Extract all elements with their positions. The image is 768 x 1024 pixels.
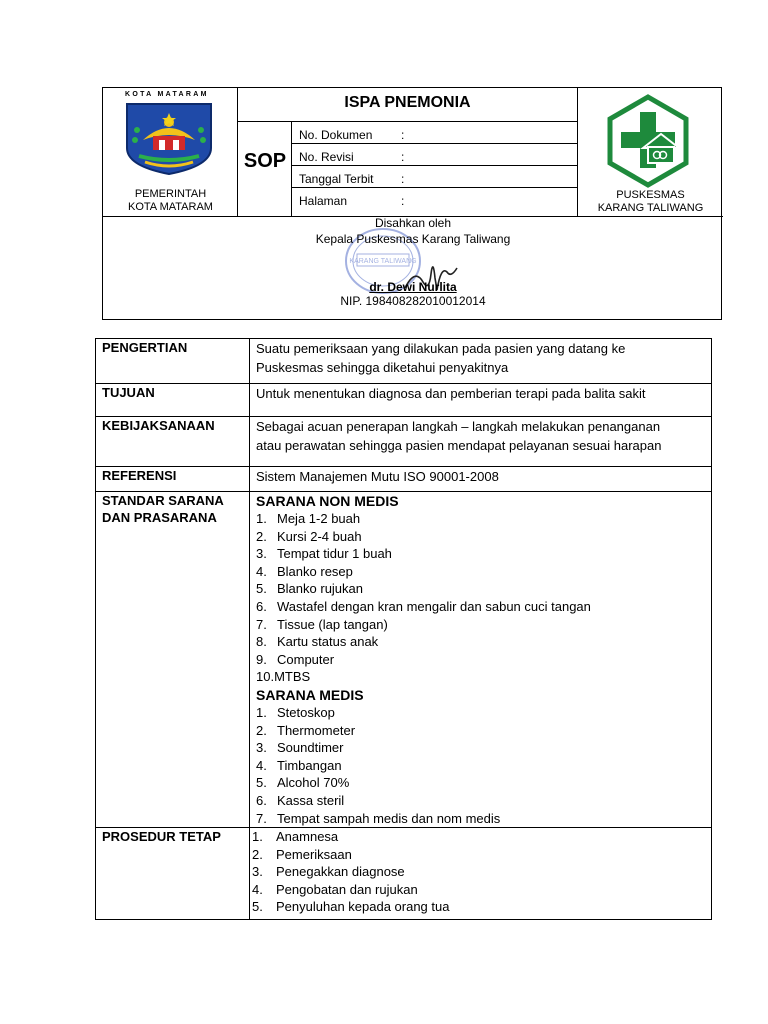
city-government-label	[103, 188, 238, 214]
list-item: 1. Meja 1-2 buah	[256, 511, 361, 526]
approver-name: dr. Dewi Nurlita	[369, 280, 457, 294]
label-line: DAN PRASARANA	[102, 510, 217, 525]
puskesmas-label	[578, 189, 723, 215]
list-item: 2. Pemeriksaan	[252, 846, 352, 862]
list-item: 2. Kursi 2-4 buah	[256, 528, 362, 544]
row-prosedur-tetap	[96, 828, 712, 920]
row-label: PROSEDUR TETAP	[96, 828, 250, 920]
meta-sep: :	[401, 172, 405, 186]
org-line: KARANG TALIWANG	[597, 202, 704, 214]
divider	[291, 165, 577, 166]
row-value: Untuk menentukan diagnosa dan pemberian terapi pada balita sakit	[250, 384, 712, 417]
meta-no-dokumen	[299, 128, 404, 142]
row-value	[250, 339, 712, 384]
org-line: PEMERINTAH	[134, 188, 207, 200]
org-line: KOTA MATARAM	[128, 201, 213, 213]
divider	[291, 121, 292, 216]
list-non-medis	[256, 510, 705, 686]
puskesmas-logo-block	[578, 88, 723, 216]
row-label: REFERENSI	[96, 467, 250, 492]
value-line: atau perawatan sehingga pasien mendapat pelayanan sesuai harapan	[256, 438, 662, 453]
list-item: 1. Anamnesa	[252, 829, 339, 845]
list-item: 3. Penegakkan diagnose	[252, 864, 405, 880]
divider	[237, 121, 577, 122]
row-label: TUJUAN	[96, 384, 250, 417]
list-prosedur	[252, 828, 705, 916]
sop-content-table	[95, 338, 712, 920]
row-label: PENGERTIAN	[96, 339, 250, 384]
stamp-label: KARANG TALIWANG	[349, 258, 417, 265]
value-line: Sebagai acuan penerapan langkah – langkah melakukan penanganan	[256, 419, 661, 434]
meta-no-revisi	[299, 150, 404, 164]
list-item: 1. Stetoskop	[256, 704, 335, 720]
city-caption: KOTA MATARAM	[125, 91, 209, 98]
list-item: 9. Computer	[256, 651, 335, 667]
row-standar-sarana	[96, 492, 712, 828]
list-item: 7. Tissue (lap tangan)	[256, 616, 388, 632]
meta-halaman	[299, 194, 404, 208]
meta-label: Tanggal Terbit	[299, 172, 374, 186]
list-item: 2. Thermometer	[256, 722, 356, 738]
section-title-non-medis: SARANA NON MEDIS	[256, 493, 399, 509]
document-title: ISPA PNEMONIA	[344, 94, 471, 111]
list-item: 6. Wastafel dengan kran mengalir dan sabun cuci tangan	[256, 598, 591, 614]
list-item: 7. Tempat sampah medis dan nom medis	[256, 810, 501, 826]
list-item: 6. Kassa steril	[256, 792, 345, 808]
approved-by-label: Disahkan oleh	[374, 216, 452, 230]
label-line: STANDAR SARANA	[102, 493, 224, 508]
org-line: PUSKESMAS	[616, 189, 685, 201]
list-item: 4. Blanko resep	[256, 563, 353, 579]
city-emblem-icon	[123, 100, 215, 176]
meta-label: No. Dokumen	[299, 128, 373, 142]
list-medis	[256, 704, 705, 827]
meta-label: Halaman	[299, 194, 348, 208]
list-item: 4. Pengobatan dan rujukan	[252, 881, 418, 897]
list-item: 5. Blanko rujukan	[256, 581, 363, 597]
divider	[291, 187, 577, 188]
row-referensi	[96, 467, 712, 492]
section-title-medis: SARANA MEDIS	[256, 686, 364, 703]
list-item: 4. Timbangan	[256, 757, 342, 773]
list-item: 3. Soundtimer	[256, 740, 344, 756]
list-item: 5. Penyuluhan kepada orang tua	[252, 899, 450, 915]
sop-header	[102, 87, 722, 320]
row-label: KEBIJAKSANAAN	[96, 417, 250, 467]
row-label	[96, 492, 250, 828]
row-value	[250, 417, 712, 467]
list-item: 10.MTBS	[256, 669, 311, 685]
meta-tanggal-terbit	[299, 172, 404, 186]
meta-label: No. Revisi	[299, 150, 354, 164]
sop-label: SOP	[243, 150, 287, 172]
meta-sep: :	[401, 128, 405, 142]
row-value: Sistem Manajemen Mutu ISO 90001-2008	[250, 467, 712, 492]
meta-sep: :	[401, 194, 405, 208]
divider	[291, 143, 577, 144]
list-item: 3. Tempat tidur 1 buah	[256, 546, 392, 562]
row-kebijaksanaan	[96, 417, 712, 467]
row-value	[250, 492, 712, 828]
value-line: Suatu pemeriksaan yang dilakukan pada pasien yang datang ke	[256, 341, 626, 356]
approver-nip: NIP. 198408282010012014	[340, 294, 486, 308]
meta-sep: :	[401, 150, 405, 164]
puskesmas-logo-icon	[601, 94, 695, 188]
city-logo-block	[103, 88, 238, 216]
row-tujuan	[96, 384, 712, 417]
value-line: Puskesmas sehingga diketahui penyakitnya	[256, 360, 509, 375]
row-pengertian	[96, 339, 712, 384]
approver-title: Kepala Puskesmas Karang Taliwang	[315, 232, 511, 246]
row-value	[250, 828, 712, 920]
list-item: 8. Kartu status anak	[256, 634, 379, 650]
list-item: 5. Alcohol 70%	[256, 775, 350, 791]
